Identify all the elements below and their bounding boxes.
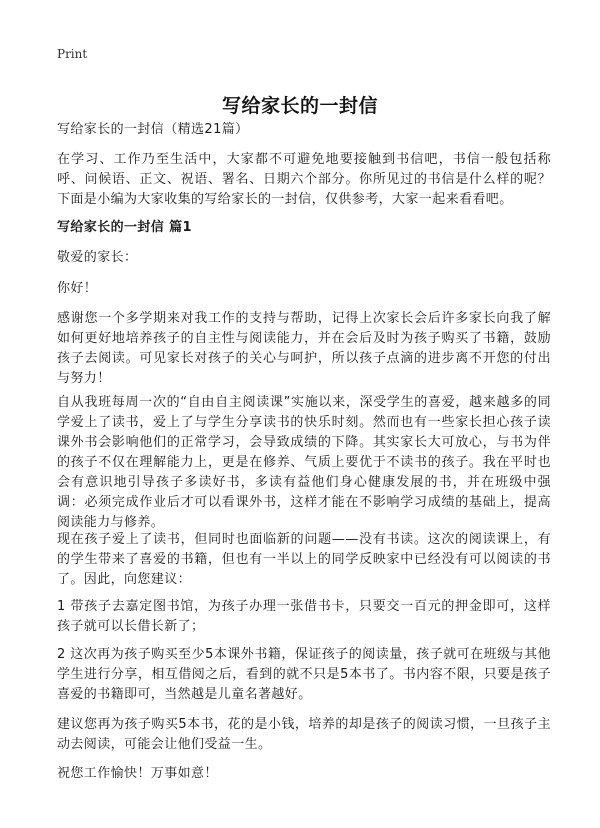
suggestion-1-paragraph: 1 带孩子去嘉定图书馆，为孩子办理一张借书卡，只要交一百元的押金即可，这样孩子就可以长借长新了； bbox=[57, 599, 551, 634]
section-heading: 写给家长的一封信 篇1 bbox=[57, 220, 192, 235]
letter-hello: 你好！ bbox=[57, 281, 98, 296]
closing-paragraph: 祝您工作愉快！万事如意！ bbox=[57, 766, 218, 781]
activity-paragraph: 自从我班每周一次的“自由自主阅读课”实施以来，深受学生的喜爱，越来越多的同学爱上了读书，爱上了与学生分享读书的快乐时刻。然而也有一些家长担心孩子读课外书会影响他们的正常学习，会导致成绩的下降。其实家长大可放心，与书为伴的孩子不仅在理解能力上，更是在修养、气质上要优于不读书的孩子。我在平时也会有意识地引导孩子多读好书，多读有益他们身心健康发展的书，并在班级中强调：必须完成作业后才可以看课外书，这样才能在不影响学习成绩的基础上，提高阅读能力与修养。 bbox=[57, 395, 551, 530]
document-subtitle: 写给家长的一封信（精选21篇） bbox=[57, 122, 249, 137]
suggestion-2-paragraph: 2 这次再为孩子购买至少5本课外书籍，保证孩子的阅读量，孩子就可在班级与其他学生进行分享，相互借阅之后，看到的就不只是5本书了。书内容不限，只要是孩子喜爱的书籍即可，当然越是儿童名著越好。 bbox=[57, 647, 551, 702]
letter-greeting: 敬爱的家长： bbox=[57, 250, 138, 265]
print-link[interactable]: Print bbox=[57, 47, 88, 61]
document-title: 写给家长的一封信 bbox=[221, 94, 378, 117]
thanks-paragraph: 感谢您一个多学期来对我工作的支持与帮助，记得上次家长会后许多家长向我了解如何更好地培养孩子的自主性与阅读能力，并在会后及时为孩子购买了书籍，鼓励孩子去阅读。可见家长对孩子的关心与呵护，所以孩子点滴的进步离不开您的付出与努力！ bbox=[57, 311, 551, 386]
advice-paragraph: 建议您再为孩子购买5本书，花的是小钱，培养的却是孩子的阅读习惯，一旦孩子主动去阅读，可能会让他们受益一生。 bbox=[57, 717, 551, 752]
problem-paragraph: 现在孩子爱上了读书，但同时也面临新的问题——没有书读。这次的阅读课上，有的学生带来了喜爱的书籍，但也有一半以上的同学反映家中已经没有可以阅读的书了。因此，向您建议： bbox=[57, 532, 551, 587]
intro-paragraph: 在学习、工作乃至生活中，大家都不可避免地要接触到书信吧，书信一般包括称呼、问候语、正文、祝语、署名、日期六个部分。你所见过的书信是什么样的呢？下面是小编为大家收集的写给家长的一封信，仅供参考，大家一起来看看吧。 bbox=[57, 152, 551, 207]
